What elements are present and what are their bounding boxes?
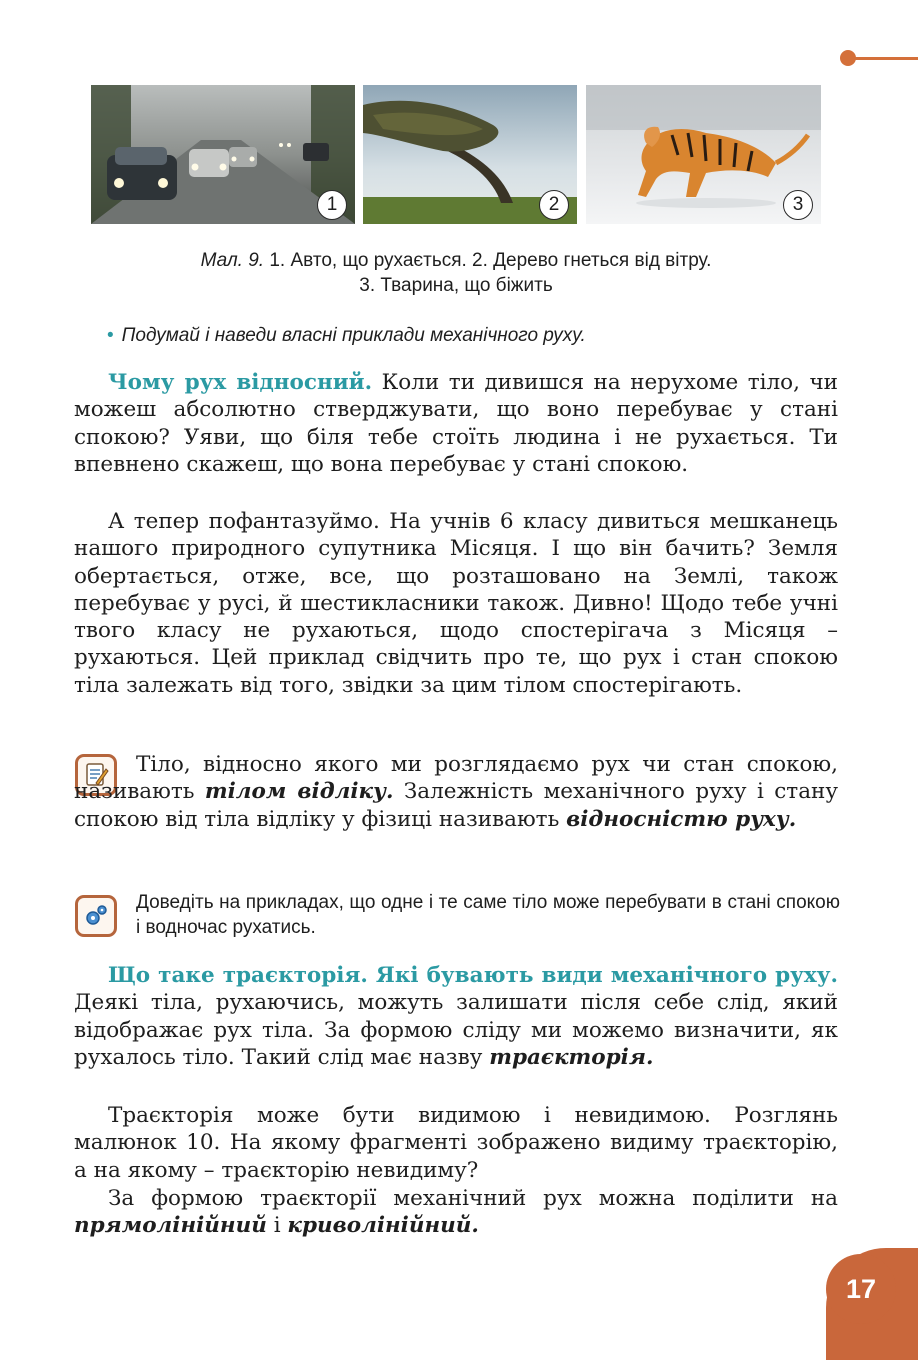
paragraph-text: За формою траєкторії механічний рух можна поділити на [108, 1186, 838, 1211]
figure-caption [90, 248, 822, 298]
task-text: Доведіть на прикладах, що одне і те саме тіло може перебувати в стані спокою і водночас рухатись. [136, 892, 840, 938]
task-icon-box [75, 895, 117, 937]
term-relativity-of-motion: відносністю руху. [566, 806, 797, 832]
caption-line-2: 3. Тварина, що біжить [359, 275, 553, 296]
photo-tree [363, 85, 577, 224]
paragraph-text: і [266, 1213, 288, 1239]
header-decor-dot [840, 50, 856, 66]
definition-text: Залежність механічного руху і стану спокою від тіла відліку у фізиці називають [74, 779, 838, 832]
term-reference-body: тілом відліку. [204, 779, 394, 805]
paragraph-text: Коли ти дивишся на нерухоме тіло, чи можеш абсолютно стверджувати, що воно перебуває у стані спокою? Уяви, що біля тебе стоїть людина і не рухається. Ти впевнено скажеш, що вона перебуває у стані спокою. [74, 370, 838, 477]
paragraph-text: Деякі тіла, рухаючись, можуть залишати після себе слід, який відображає рух тіла. За формою сліду ми можемо визначити, як рухалось тіло. Такий слід має назву [74, 990, 838, 1070]
definition-text: Тіло, відносно якого ми розглядаємо рух чи стан спокою, називають [74, 752, 838, 805]
header-decor-line [848, 57, 918, 60]
photo-number-badge: 3 [783, 190, 813, 220]
section-heading-relative-motion: Чому рух відносний. [108, 370, 373, 395]
photo-tiger [586, 85, 821, 224]
definition-block [74, 751, 838, 833]
section-relative-motion-p1 [74, 369, 838, 478]
term-rectilinear: прямолінійний [74, 1213, 267, 1239]
photo-number-badge: 2 [539, 190, 569, 220]
section-trajectory-p2 [74, 1102, 838, 1184]
photo-cars [91, 85, 355, 224]
gears-icon [82, 902, 110, 930]
caption-label: Мал. 9. [200, 250, 265, 271]
caption-line-1: 1. Авто, що рухається. 2. Дерево гнеться від вітру. [264, 250, 712, 271]
think-text: Подумай і наведи власні приклади механічного руху. [121, 325, 586, 346]
page-number: 17 [826, 1254, 896, 1324]
photo-number-badge: 1 [317, 190, 347, 220]
section-relative-motion-p2 [74, 508, 838, 699]
think-prompt [107, 325, 586, 347]
bullet-icon: • [107, 325, 114, 346]
paragraph-text: А тепер пофантазуймо. На учнів 6 класу дивиться мешканець нашого природного супутника Місяця. І що він бачить? Земля обертається, отже, все, що розташовано на Землі, також перебуває у русі, й шестикласники також. Дивно! Щодо тебе учні твого класу не рухаються, щодо спостерігача з Місяця – рухаються. Цей приклад свідчить про те, що рух і стан спокою тіла залежать від того, звідки за цим тілом спостерігають. [74, 509, 838, 698]
section-trajectory-p3 [74, 1185, 838, 1240]
section-heading-trajectory: Що таке траєкторія. Які бувають види механічного руху. [108, 963, 838, 988]
paragraph-text: Траєкторія може бути видимою і невидимою. Розглянь малюнок 10. На якому фрагменті зображено видиму траєкторію, а на якому – траєкторію невидиму? [74, 1103, 838, 1183]
term-trajectory: траєкторія. [489, 1044, 654, 1070]
term-curvilinear: криволінійний. [287, 1213, 479, 1239]
section-trajectory-p1 [74, 962, 838, 1071]
